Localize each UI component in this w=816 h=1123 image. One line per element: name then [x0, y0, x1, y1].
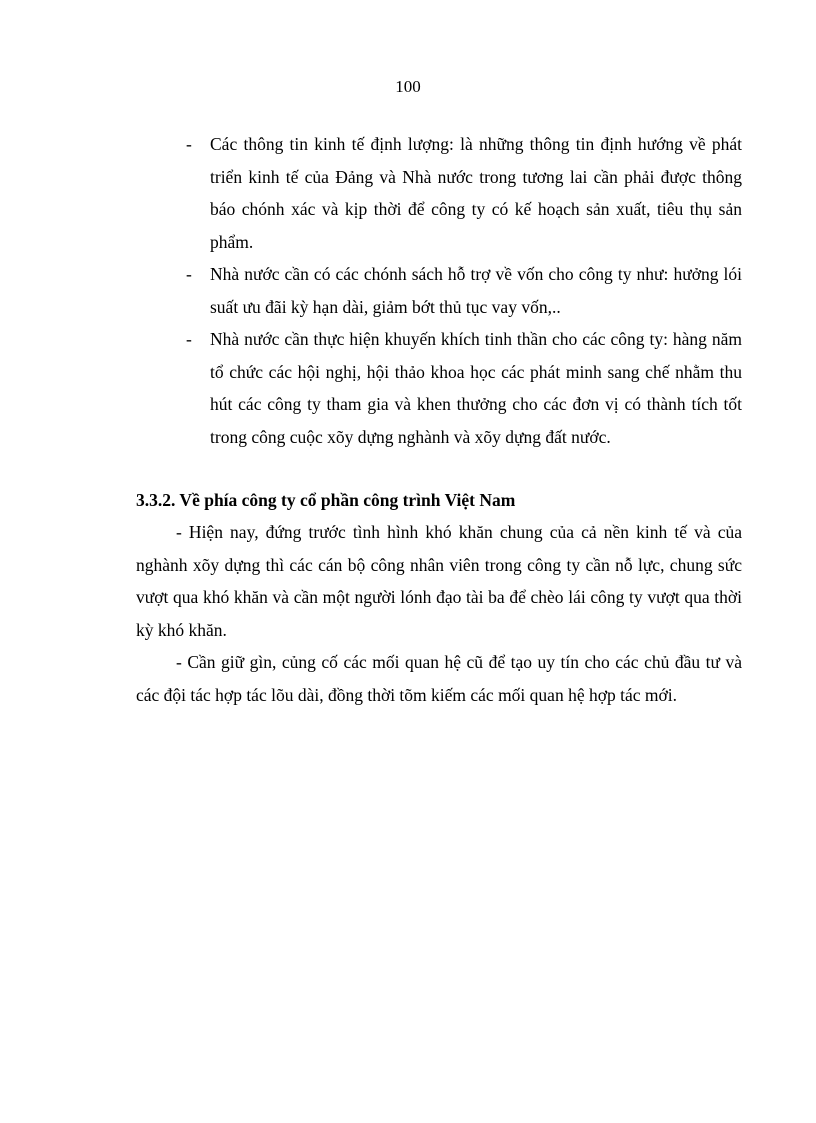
page-number: 100 [395, 77, 421, 96]
bullet-marker: - [186, 264, 192, 284]
section-body [136, 516, 742, 711]
bullet-text: Các thông tin kinh tế định lượng: là những thông tin định hướng về phát triển kinh tế của Đảng và Nhà nước trong tương lai cần phải được thông báo chónh xác và kịp thời để công ty có kế hoạch sản xuất, tiêu thụ sản phẩm. [210, 134, 742, 252]
bullet-list [186, 128, 742, 453]
bullet-marker: - [186, 329, 192, 349]
paragraph: - Hiện nay, đứng trước tình hình khó khăn chung của cả nền kinh tế và của nghành xõy dựng thì các cán bộ công nhân viên trong công ty cần nỗ lực, chung sức vượt qua khó khăn và cần một người lónh đạo tài ba để chèo lái công ty vượt qua thời kỳ khó khăn. [136, 522, 742, 640]
bullet-item [186, 323, 742, 453]
section-heading: 3.3.2. Về phía công ty cổ phần công trình Việt Nam [136, 490, 516, 510]
bullet-text: Nhà nước cần có các chónh sách hỗ trợ về vốn cho công ty như: hưởng lói suất ưu đãi kỳ hạn dài, giảm bớt thủ tục vay vốn,.. [210, 264, 742, 317]
paragraph: - Cần giữ gìn, củng cố các mối quan hệ cũ để tạo uy tín cho các chủ đầu tư và các đội tác hợp tác lõu dài, đồng thời tõm kiếm các mối quan hệ hợp tác mới. [136, 652, 742, 705]
bullet-marker: - [186, 134, 192, 154]
bullet-item [186, 128, 742, 258]
bullet-text: Nhà nước cần thực hiện khuyến khích tinh thần cho các công ty: hàng năm tổ chức các hội nghị, hội thảo khoa học các phát minh sang chế nhằm thu hút các công ty tham gia và khen thưởng cho các đơn vị có thành tích tốt trong công cuộc xõy dựng nghành và xõy dựng đất nước. [210, 329, 742, 447]
bullet-item [186, 258, 742, 323]
